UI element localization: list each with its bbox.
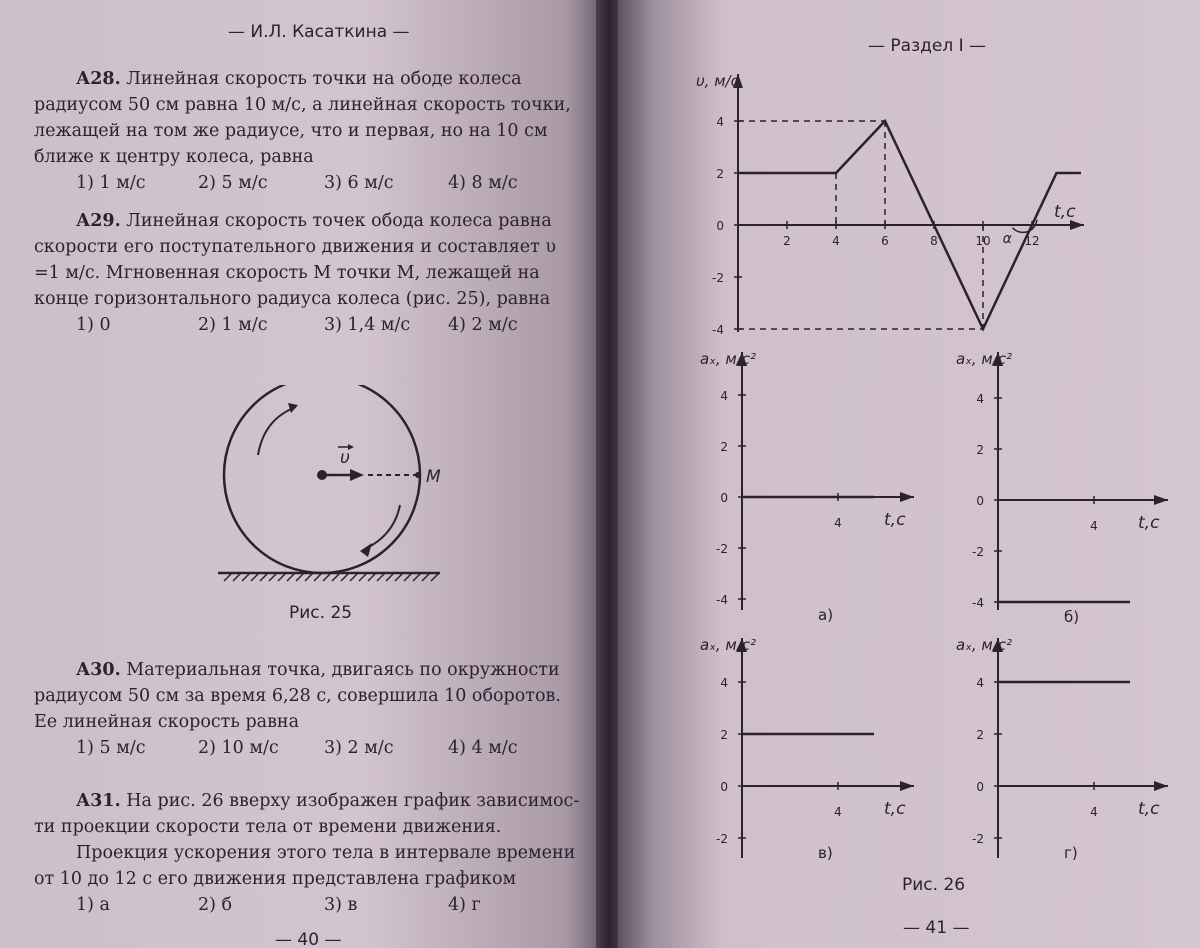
x-tick-label: 12 bbox=[1024, 234, 1040, 248]
angle-label: α bbox=[1002, 231, 1012, 247]
x-axis-arrowhead bbox=[900, 492, 914, 502]
x-tick-label: 4 bbox=[832, 234, 840, 248]
question-line: Проекция ускорения этого тела в интервале времени bbox=[76, 843, 576, 863]
rotation-arrowhead-top bbox=[288, 403, 298, 413]
x-axis-arrowhead bbox=[900, 781, 914, 791]
question-a28 bbox=[34, 66, 594, 196]
answer-options bbox=[34, 170, 594, 196]
answer-option[interactable]: 1) 5 м/с bbox=[76, 738, 146, 758]
x-axis-arrowhead bbox=[1154, 781, 1168, 791]
y-tick-label: 2 bbox=[720, 440, 728, 454]
y-tick-label: 2 bbox=[976, 728, 984, 742]
question-line: Линейная скорость точки на ободе колеса bbox=[126, 69, 522, 89]
answer-options bbox=[34, 735, 594, 761]
left-page-number: — 40 — bbox=[275, 930, 342, 948]
y-tick-label: -2 bbox=[712, 271, 724, 285]
answer-option[interactable]: 2) 10 м/с bbox=[198, 738, 279, 758]
right-page bbox=[618, 0, 1200, 948]
y-tick-label: 2 bbox=[716, 167, 724, 181]
chart-acceleration-4 bbox=[956, 636, 1168, 862]
question-number: А29. bbox=[76, 211, 121, 231]
chart-label: в) bbox=[818, 844, 833, 862]
chart-acceleration-1 bbox=[700, 350, 914, 624]
question-line: Материальная точка, двигаясь по окружности bbox=[126, 660, 560, 680]
point-m-label: M bbox=[426, 467, 441, 487]
vector-label: υ bbox=[340, 448, 350, 468]
y-tick-label: 4 bbox=[976, 392, 984, 406]
y-tick-label: -2 bbox=[972, 832, 984, 846]
answer-option[interactable]: 3) в bbox=[324, 895, 358, 915]
question-line: Ее линейная скорость равна bbox=[34, 712, 300, 732]
y-tick-label: -4 bbox=[712, 323, 724, 337]
y-tick-label: 0 bbox=[976, 494, 984, 508]
question-a29 bbox=[34, 208, 594, 338]
answer-option[interactable]: 2) 5 м/с bbox=[198, 173, 268, 193]
x-tick-label: 10 bbox=[975, 234, 991, 248]
y-tick-label: -2 bbox=[972, 545, 984, 559]
answer-option[interactable]: 2) 1 м/с bbox=[198, 315, 268, 335]
answer-option[interactable]: 1) 0 bbox=[76, 315, 111, 335]
chart-label: а) bbox=[818, 606, 834, 624]
question-line: =1 м/с. Мгновенная скорость М точки М, лежащей на bbox=[34, 263, 540, 283]
y-tick-label: 4 bbox=[720, 389, 728, 403]
answer-option[interactable]: 3) 6 м/с bbox=[324, 173, 394, 193]
figure-26-caption: Рис. 26 bbox=[902, 875, 966, 895]
y-tick-label: 0 bbox=[716, 219, 724, 233]
y-tick-label: 2 bbox=[976, 443, 984, 457]
answer-option[interactable]: 1) 1 м/с bbox=[76, 173, 146, 193]
question-line: ближе к центру колеса, равна bbox=[34, 147, 314, 167]
y-axis-label: aₓ, м/с² bbox=[700, 350, 757, 368]
velocity-arrowhead bbox=[350, 469, 364, 481]
question-line: скорости его поступательного движения и составляет υ bbox=[34, 237, 556, 257]
chart-label: б) bbox=[1064, 608, 1080, 626]
x-tick-label: 4 bbox=[834, 805, 842, 819]
y-tick-label: 0 bbox=[976, 780, 984, 794]
answer-option[interactable]: 4) г bbox=[448, 895, 481, 915]
x-tick-label: 2 bbox=[783, 234, 791, 248]
answer-option[interactable]: 4) 8 м/с bbox=[448, 173, 518, 193]
question-line: Линейная скорость точек обода колеса равна bbox=[126, 211, 552, 231]
chart-acceleration-3 bbox=[700, 636, 914, 862]
y-axis-label: aₓ, м/с² bbox=[956, 636, 1013, 654]
figure-26-charts bbox=[618, 0, 1200, 948]
y-axis-label: aₓ, м/с² bbox=[956, 350, 1013, 368]
y-tick-label: 0 bbox=[720, 780, 728, 794]
x-axis-label: t,c bbox=[884, 799, 906, 819]
answer-option[interactable]: 2) б bbox=[198, 895, 233, 915]
x-tick-label: 4 bbox=[1090, 519, 1098, 533]
x-axis-label: t,c bbox=[884, 510, 906, 530]
y-tick-label: 0 bbox=[720, 491, 728, 505]
question-a30 bbox=[34, 657, 594, 761]
answer-option[interactable]: 3) 1,4 м/с bbox=[324, 315, 411, 335]
answer-option[interactable]: 4) 4 м/с bbox=[448, 738, 518, 758]
x-tick-label: 8 bbox=[930, 234, 938, 248]
y-tick-label: -4 bbox=[972, 596, 984, 610]
question-line: ти проекции скорости тела от времени движения. bbox=[34, 817, 502, 837]
question-line: от 10 до 12 с его движения представлена графиком bbox=[34, 869, 517, 889]
chart-label: г) bbox=[1064, 844, 1078, 862]
y-axis-label: υ, м/с bbox=[696, 72, 739, 90]
left-page-header: — И.Л. Касаткина — bbox=[228, 22, 410, 42]
rotation-arrowhead-bottom bbox=[360, 543, 372, 557]
rotation-arrow-top bbox=[258, 407, 296, 455]
question-line: На рис. 26 вверху изображен график зависимос- bbox=[126, 791, 580, 811]
x-tick-label: 4 bbox=[834, 516, 842, 530]
question-line: радиусом 50 см за время 6,28 с, совершила 10 оборотов. bbox=[34, 686, 561, 706]
x-tick-label: 6 bbox=[881, 234, 889, 248]
chart-velocity bbox=[696, 72, 1084, 337]
y-tick-label: -2 bbox=[716, 832, 728, 846]
y-tick-label: 2 bbox=[720, 728, 728, 742]
answer-option[interactable]: 4) 2 м/с bbox=[448, 315, 518, 335]
chart-acceleration-2 bbox=[956, 350, 1168, 626]
answer-option[interactable]: 1) а bbox=[76, 895, 110, 915]
question-line: радиусом 50 см равна 10 м/с, а линейная скорость точки, bbox=[34, 95, 571, 115]
right-page-header: — Раздел I — bbox=[868, 36, 987, 56]
y-tick-label: 4 bbox=[976, 676, 984, 690]
x-axis-label: t,c bbox=[1054, 202, 1076, 222]
point-m-dot bbox=[415, 472, 421, 478]
answer-option[interactable]: 3) 2 м/с bbox=[324, 738, 394, 758]
question-number: А30. bbox=[76, 660, 121, 680]
question-line: конце горизонтального радиуса колеса (рис. 25), равна bbox=[34, 289, 551, 309]
question-number: А28. bbox=[76, 69, 121, 89]
y-tick-label: 4 bbox=[716, 115, 724, 129]
answer-options bbox=[34, 892, 594, 918]
x-axis-arrowhead bbox=[1154, 495, 1168, 505]
x-tick-label: 4 bbox=[1090, 805, 1098, 819]
question-number: А31. bbox=[76, 791, 121, 811]
y-tick-label: -4 bbox=[716, 593, 728, 607]
x-axis-label: t,c bbox=[1138, 799, 1160, 819]
right-page-number: — 41 — bbox=[903, 918, 970, 938]
y-tick-label: 4 bbox=[720, 676, 728, 690]
question-line: лежащей на том же радиусе, что и первая, но на 10 см bbox=[34, 121, 548, 141]
wheel-center-dot bbox=[317, 470, 327, 480]
figure-25 bbox=[200, 385, 460, 585]
figure-25-caption: Рис. 25 bbox=[289, 603, 353, 623]
y-axis-label: aₓ, м/с² bbox=[700, 636, 757, 654]
x-axis-label: t,c bbox=[1138, 513, 1160, 533]
answer-options bbox=[34, 312, 594, 338]
question-a31 bbox=[34, 788, 594, 918]
y-tick-label: -2 bbox=[716, 542, 728, 556]
